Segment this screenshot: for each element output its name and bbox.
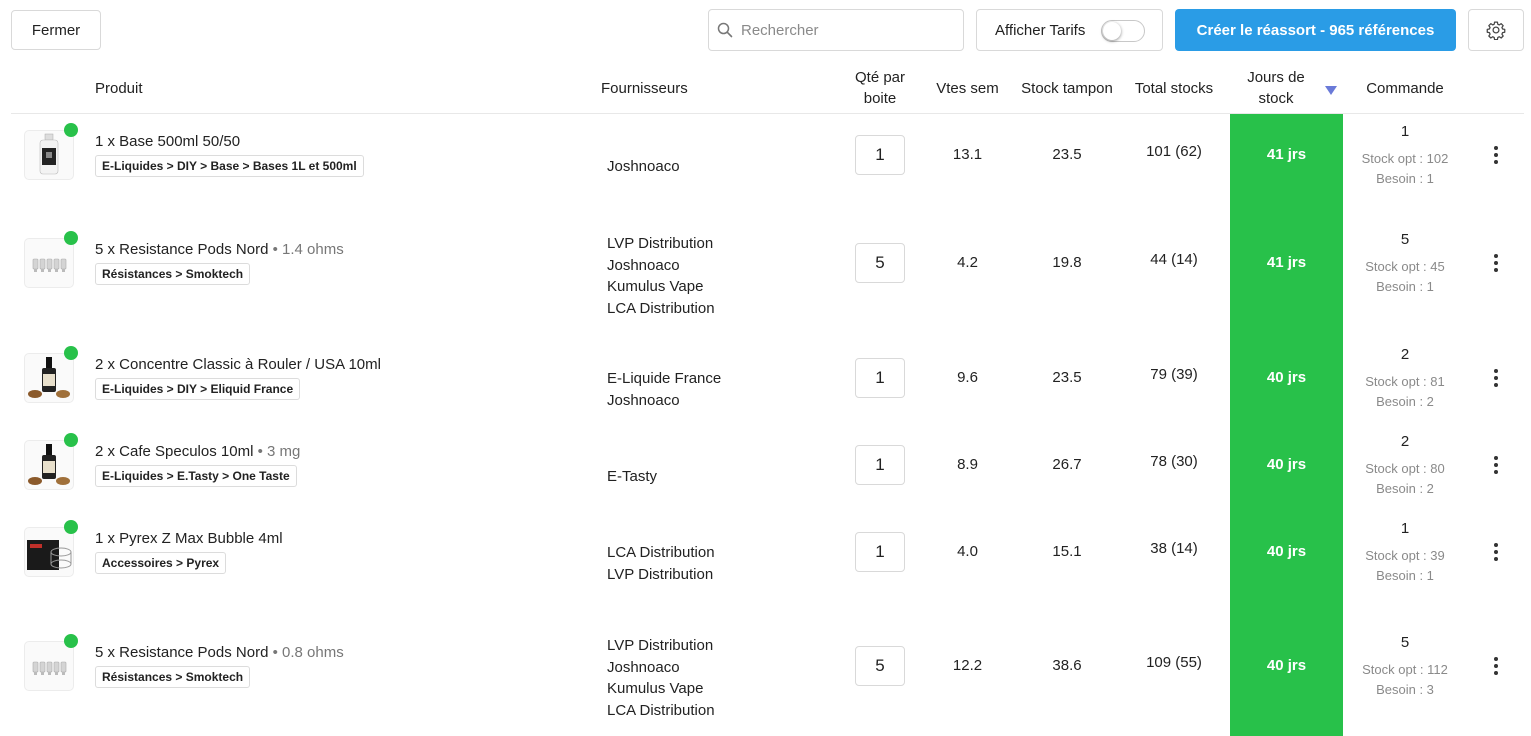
total-stock-value: 79 (39) <box>1150 366 1198 383</box>
product-thumbnail[interactable] <box>24 641 74 691</box>
order-quantity[interactable]: 2 <box>1400 433 1410 450</box>
search-box[interactable] <box>708 9 964 51</box>
days-of-stock-value: 40 jrs <box>1266 657 1307 674</box>
supplier-name: Joshnoaco <box>607 391 680 409</box>
column-header-suppliers[interactable]: Fournisseurs <box>601 80 688 97</box>
status-dot <box>64 520 78 534</box>
days-of-stock-value: 41 jrs <box>1266 146 1307 163</box>
more-options-icon[interactable] <box>1488 543 1504 561</box>
order-quantity[interactable]: 5 <box>1400 231 1410 248</box>
category-badge: Accessoires > Pyrex <box>95 552 226 574</box>
category-badge: E-Liquides > DIY > Eliquid France <box>95 378 300 400</box>
category-badge: E-Liquides > E.Tasty > One Taste <box>95 465 297 487</box>
weekly-sales-value: 12.2 <box>952 657 983 674</box>
supplier-list <box>607 635 715 721</box>
more-options-icon[interactable] <box>1488 657 1504 675</box>
sort-descending-icon[interactable] <box>1325 86 1337 95</box>
gear-icon <box>1486 20 1506 40</box>
qty-per-box-input[interactable]: 1 <box>855 358 905 398</box>
need-value: Besoin : 2 <box>1376 394 1434 409</box>
supplier-name: Kumulus Vape <box>607 278 704 295</box>
column-header-qty[interactable] <box>840 67 920 109</box>
product-title: 2 x Cafe Speculos 10ml <box>95 443 254 460</box>
days-of-stock-column <box>1230 114 1343 736</box>
total-stock-value: 101 (62) <box>1146 143 1202 160</box>
bottle-base-icon <box>25 166 73 180</box>
column-header-total-stock[interactable]: Total stocks <box>1134 80 1214 97</box>
category-badge: Résistances > Smoktech <box>95 666 250 688</box>
show-prices-label: Afficher Tarifs <box>995 21 1086 39</box>
supplier-list <box>607 156 680 178</box>
total-stock-value: 109 (55) <box>1146 654 1202 671</box>
dropper-bottle-icon <box>25 476 73 490</box>
total-stock-value: 38 (14) <box>1150 540 1198 557</box>
column-header-weekly-sales[interactable]: Vtes sem <box>936 80 999 97</box>
supplier-name: LCA Distribution <box>607 701 715 719</box>
product-name[interactable] <box>95 443 300 460</box>
optimal-stock: Stock opt : 81 <box>1365 374 1445 389</box>
show-prices-toggle[interactable] <box>1101 20 1145 42</box>
order-quantity[interactable]: 1 <box>1400 123 1410 140</box>
qty-per-box-input[interactable]: 1 <box>855 445 905 485</box>
product-name[interactable] <box>95 530 283 547</box>
toolbar <box>0 0 1531 62</box>
pyrex-box-icon <box>25 563 73 577</box>
supplier-list <box>607 233 715 319</box>
product-name[interactable] <box>95 241 344 258</box>
supplier-list <box>607 368 721 411</box>
coils-icon <box>25 677 73 691</box>
more-options-icon[interactable] <box>1488 254 1504 272</box>
need-value: Besoin : 1 <box>1376 279 1434 294</box>
product-variant: • 1.4 ohms <box>268 241 344 258</box>
create-restock-button[interactable]: Créer le réassort - 965 références <box>1175 9 1456 51</box>
optimal-stock: Stock opt : 102 <box>1361 151 1449 166</box>
weekly-sales-value: 4.0 <box>957 543 978 560</box>
buffer-stock-value: 15.1 <box>1052 543 1082 560</box>
product-thumbnail[interactable] <box>24 527 74 577</box>
product-name[interactable] <box>95 133 240 150</box>
buffer-stock-value: 19.8 <box>1052 254 1082 271</box>
total-stock-value: 44 (14) <box>1150 251 1198 268</box>
column-header-buffer-stock[interactable]: Stock tampon <box>1021 80 1113 97</box>
supplier-name: Joshnoaco <box>607 256 680 274</box>
supplier-name: Kumulus Vape <box>607 680 704 697</box>
column-header-days-of-stock[interactable] <box>1236 67 1316 109</box>
product-title: 1 x Base 500ml 50/50 <box>95 133 241 150</box>
close-button[interactable]: Fermer <box>11 10 101 50</box>
status-dot <box>64 346 78 360</box>
days-of-stock-value: 40 jrs <box>1266 456 1307 473</box>
weekly-sales-value: 4.2 <box>957 254 978 271</box>
supplier-name: LCA Distribution <box>607 544 715 561</box>
product-title: 5 x Resistance Pods Nord <box>95 241 269 258</box>
weekly-sales-value: 9.6 <box>957 369 978 386</box>
supplier-name: LVP Distribution <box>607 235 714 252</box>
order-quantity[interactable]: 1 <box>1400 520 1410 537</box>
product-variant: • 0.8 ohms <box>268 644 344 661</box>
column-header-qty-line2: boite <box>863 90 897 107</box>
status-dot <box>64 433 78 447</box>
column-header-order[interactable]: Commande <box>1366 80 1444 97</box>
weekly-sales-value: 13.1 <box>952 146 983 163</box>
search-input[interactable] <box>739 21 953 40</box>
buffer-stock-value: 38.6 <box>1052 657 1082 674</box>
buffer-stock-value: 26.7 <box>1052 456 1082 473</box>
supplier-name: Joshnoaco <box>607 158 680 175</box>
status-dot <box>64 123 78 137</box>
category-badge: E-Liquides > DIY > Base > Bases 1L et 500ml <box>95 155 364 177</box>
optimal-stock: Stock opt : 45 <box>1365 259 1445 274</box>
weekly-sales-value: 8.9 <box>957 456 978 473</box>
dropper-bottle-icon <box>25 389 73 403</box>
qty-per-box-input[interactable]: 5 <box>855 243 905 283</box>
product-thumbnail[interactable] <box>24 238 74 288</box>
column-header-product[interactable]: Produit <box>95 80 143 97</box>
product-variant: • 3 mg <box>253 443 301 460</box>
need-value: Besoin : 2 <box>1376 481 1434 496</box>
coils-icon <box>25 274 73 288</box>
status-dot <box>64 634 78 648</box>
product-title: 5 x Resistance Pods Nord <box>95 644 269 661</box>
days-of-stock-value: 41 jrs <box>1266 254 1307 271</box>
column-header-days-line1: Jours de <box>1247 69 1305 86</box>
qty-per-box-input[interactable]: 5 <box>855 646 905 686</box>
optimal-stock: Stock opt : 39 <box>1365 548 1445 563</box>
product-title: 2 x Concentre Classic à Rouler / USA 10ml <box>95 356 381 373</box>
supplier-name: E-Liquide France <box>607 370 722 387</box>
product-name[interactable] <box>95 644 344 661</box>
supplier-list <box>607 542 715 585</box>
product-thumbnail[interactable] <box>24 353 74 403</box>
total-stock-value: 78 (30) <box>1150 453 1198 470</box>
order-quantity[interactable]: 5 <box>1400 634 1410 651</box>
days-of-stock-value: 40 jrs <box>1266 543 1307 560</box>
more-options-icon[interactable] <box>1488 456 1504 474</box>
product-name[interactable] <box>95 356 381 373</box>
settings-button[interactable] <box>1468 9 1524 51</box>
days-of-stock-value: 40 jrs <box>1266 369 1307 386</box>
product-title: 1 x Pyrex Z Max Bubble 4ml <box>95 530 283 547</box>
more-options-icon[interactable] <box>1488 369 1504 387</box>
search-icon <box>717 22 733 38</box>
supplier-name: Joshnoaco <box>607 658 680 676</box>
need-value: Besoin : 3 <box>1376 682 1434 697</box>
buffer-stock-value: 23.5 <box>1052 369 1082 386</box>
order-quantity[interactable]: 2 <box>1400 346 1410 363</box>
product-thumbnail[interactable] <box>24 440 74 490</box>
column-header-qty-line1: Qté par <box>854 69 906 86</box>
toggle-knob <box>1103 22 1121 40</box>
supplier-name: LVP Distribution <box>607 637 714 654</box>
more-options-icon[interactable] <box>1488 146 1504 164</box>
optimal-stock: Stock opt : 112 <box>1362 662 1448 677</box>
qty-per-box-input[interactable]: 1 <box>855 135 905 175</box>
optimal-stock: Stock opt : 80 <box>1365 461 1445 476</box>
buffer-stock-value: 23.5 <box>1052 146 1082 163</box>
product-thumbnail[interactable] <box>24 130 74 180</box>
supplier-name: LCA Distribution <box>607 299 715 317</box>
column-header-days-line2: stock <box>1258 90 1294 107</box>
supplier-name: LVP Distribution <box>607 565 714 583</box>
supplier-list <box>607 466 657 488</box>
need-value: Besoin : 1 <box>1376 171 1434 186</box>
supplier-name: E-Tasty <box>607 468 658 485</box>
show-prices-control <box>976 9 1163 51</box>
status-dot <box>64 231 78 245</box>
qty-per-box-input[interactable]: 1 <box>855 532 905 572</box>
need-value: Besoin : 1 <box>1376 568 1434 583</box>
category-badge: Résistances > Smoktech <box>95 263 250 285</box>
